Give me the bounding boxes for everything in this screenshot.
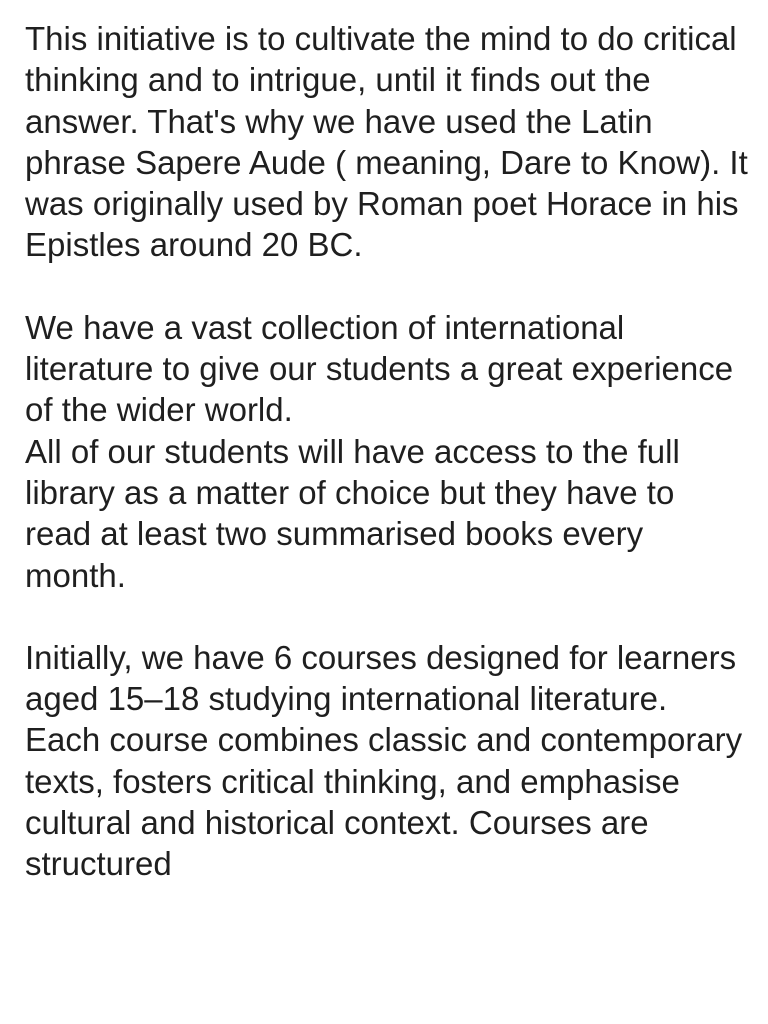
- courses-paragraph: [25, 637, 748, 885]
- paragraph-text: We have a vast collection of international literature to give our students a great experience of the wider world.: [25, 308, 734, 429]
- paragraph-text: All of our students will have access to the full library as a matter of choice but they have to read at least two summarised books every month.: [25, 432, 680, 594]
- paragraph-text: This initiative is to cultivate the mind to do critical thinking and to intrigue, until it finds out the answer. That's why we have used the Latin phrase Sapere Aude ( meaning, Dare to Know). It was originally used by Roman poet Horace in his Epistles around 20 BC.: [25, 20, 748, 264]
- paragraph-text: Initially, we have 6 courses designed for learners aged 15–18 studying international literature. Each course combines classic and contemporary texts, fosters critical thinking, and emphasise cultural and historical context. Courses are structured: [25, 638, 743, 883]
- intro-paragraph: [25, 18, 748, 266]
- library-paragraph: [25, 307, 748, 596]
